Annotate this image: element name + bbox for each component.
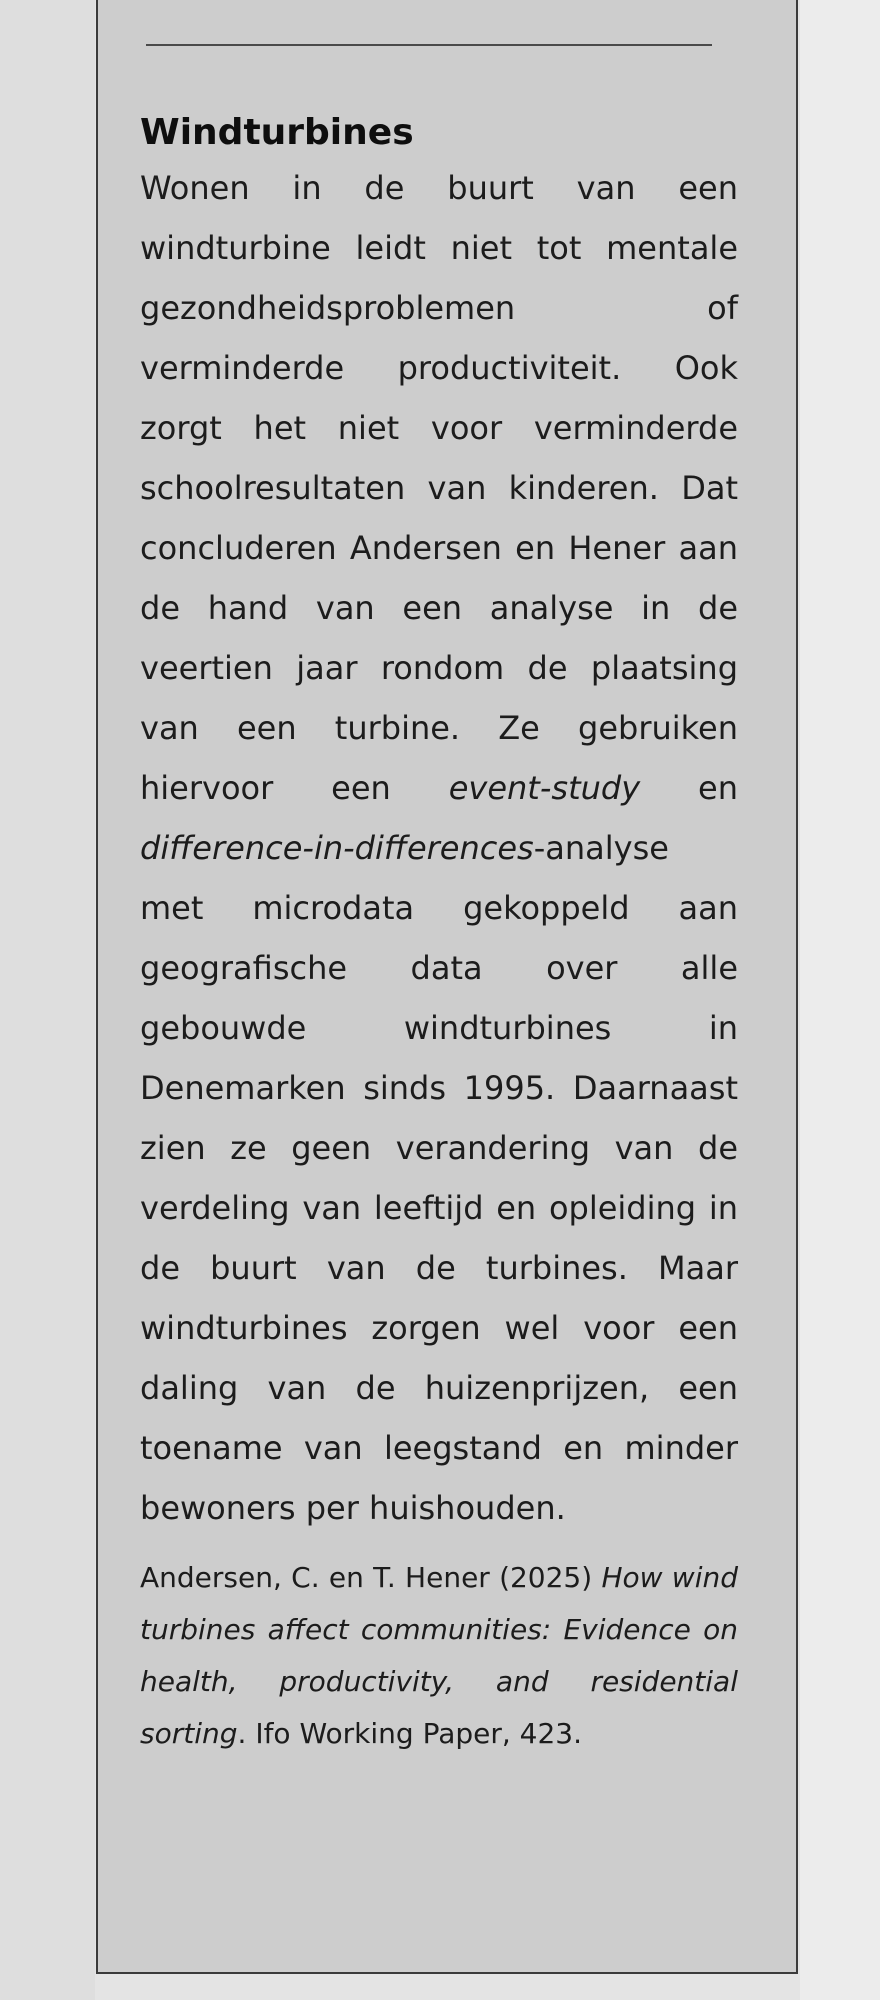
page-margin-left: [0, 0, 95, 2000]
italic-term-did: difference-in-differences: [140, 829, 534, 867]
body-text-part-1: Wonen in de buurt van een windturbine leidt niet tot mentale gezondheidsproblemen of verminderde productiviteit. Ook zorgt het niet voor verminderde schoolresultaten van kinderen. Dat concluderen Andersen en Hener aan de hand van een analyse in de veertien jaar rondom de plaatsing van een turbine. Ze gebruiken hiervoor een: [140, 169, 738, 807]
box-content: [140, 108, 738, 1760]
sidebar-box: [96, 0, 798, 1974]
reference-title: How wind turbines affect communities: Evidence on health, productivity, and residential sorting: [140, 1561, 738, 1750]
reference: [140, 1552, 738, 1760]
italic-term-event-study: event-study: [448, 769, 641, 807]
box-heading: Windturbines: [140, 112, 414, 153]
reference-source: . Ifo Working Paper, 423.: [237, 1717, 583, 1750]
body-text-connector: en: [640, 769, 738, 807]
body-paragraph: [140, 158, 738, 1538]
body-text-part-2: -analyse met microdata gekoppeld aan geografische data over alle gebouwde windturbines in Denemarken sinds 1995. Daarnaast zien ze geen verandering van de verdeling van leeftijd en opleiding in de buurt van de turbines. Maar windturbines zorgen wel voor een daling van de huizenprijzen, een toename van leegstand en minder bewoners per huishouden.: [140, 829, 738, 1527]
top-rule: [146, 44, 712, 46]
reference-authors: Andersen, C. en T. Hener (2025): [140, 1561, 602, 1594]
page-margin-right: [800, 0, 880, 2000]
